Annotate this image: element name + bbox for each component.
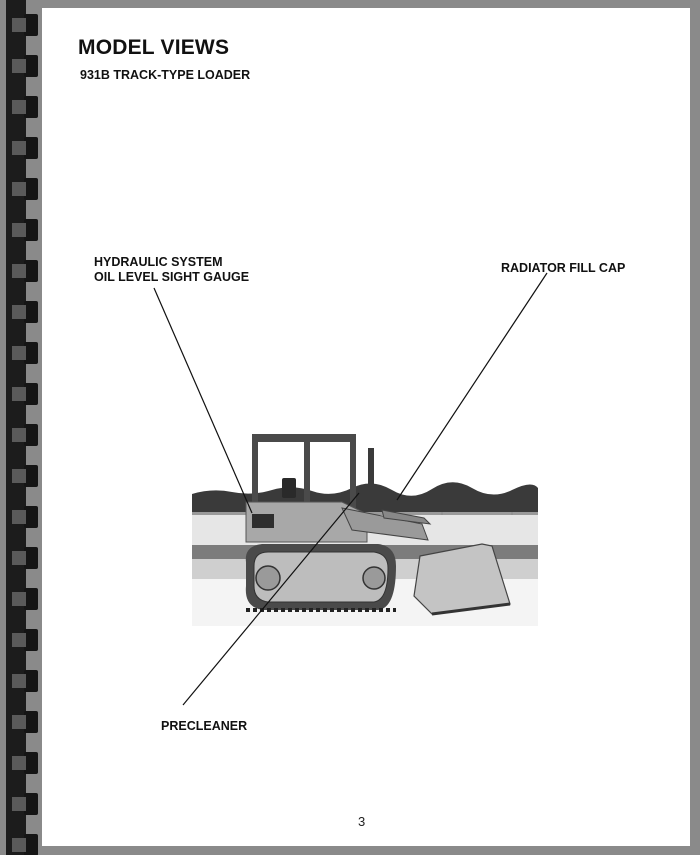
binding-coil xyxy=(24,793,38,815)
binding-coil-highlight xyxy=(12,182,26,196)
callout-leaders xyxy=(42,8,690,846)
binding-coil xyxy=(24,14,38,36)
model-subtitle: 931B TRACK-TYPE LOADER xyxy=(80,68,251,82)
binding-coil xyxy=(24,424,38,446)
binding-coil-highlight xyxy=(12,18,26,32)
spiral-binding xyxy=(0,0,42,855)
precleaner-leader-line xyxy=(183,493,359,705)
binding-coil-highlight xyxy=(12,797,26,811)
page-number: 3 xyxy=(358,814,366,829)
binding-coil-highlight xyxy=(12,551,26,565)
binding-coil-highlight xyxy=(12,387,26,401)
binding-coil-highlight xyxy=(12,756,26,770)
hydraulic-leader-line xyxy=(154,288,252,513)
binding-coil xyxy=(24,96,38,118)
binding-coil-highlight xyxy=(12,510,26,524)
binding-coil xyxy=(24,178,38,200)
page-title: MODEL VIEWS xyxy=(78,36,230,59)
binding-coil xyxy=(24,834,38,855)
binding-coil xyxy=(24,547,38,569)
binding-coil xyxy=(24,629,38,651)
binding-coil xyxy=(24,506,38,528)
precleaner-callout: PRECLEANER xyxy=(161,719,248,733)
binding-coil-highlight xyxy=(12,223,26,237)
binding-coil-highlight xyxy=(12,305,26,319)
manual-page xyxy=(42,8,690,846)
binding-coil-highlight xyxy=(12,59,26,73)
binding-coil-highlight xyxy=(12,633,26,647)
binding-coil xyxy=(24,301,38,323)
binding-coil xyxy=(24,219,38,241)
binding-coil-highlight xyxy=(12,100,26,114)
binding-coil xyxy=(24,465,38,487)
binding-coil-highlight xyxy=(12,264,26,278)
binding-coil-highlight xyxy=(12,592,26,606)
binding-coil-highlight xyxy=(12,346,26,360)
radiator-fill-cap-callout: RADIATOR FILL CAP xyxy=(501,261,626,275)
binding-coil xyxy=(24,342,38,364)
binding-coil xyxy=(24,752,38,774)
binding-coil xyxy=(24,260,38,282)
binding-coil xyxy=(24,55,38,77)
binding-coil-highlight xyxy=(12,141,26,155)
binding-coil xyxy=(24,137,38,159)
binding-coil xyxy=(24,383,38,405)
hydraulic-callout-line2: OIL LEVEL SIGHT GAUGE xyxy=(94,270,250,284)
binding-coil-highlight xyxy=(12,674,26,688)
binding-coil-highlight xyxy=(12,469,26,483)
binding-coil-highlight xyxy=(12,715,26,729)
hydraulic-callout-line1: HYDRAULIC SYSTEM xyxy=(94,255,223,269)
binding-coil-highlight xyxy=(12,428,26,442)
hydraulic-sight-gauge-callout xyxy=(94,255,249,285)
binding-coil-highlight xyxy=(12,838,26,852)
binding-coil xyxy=(24,711,38,733)
binding-coil xyxy=(24,670,38,692)
binding-coil xyxy=(24,588,38,610)
radiator-leader-line xyxy=(397,273,547,500)
